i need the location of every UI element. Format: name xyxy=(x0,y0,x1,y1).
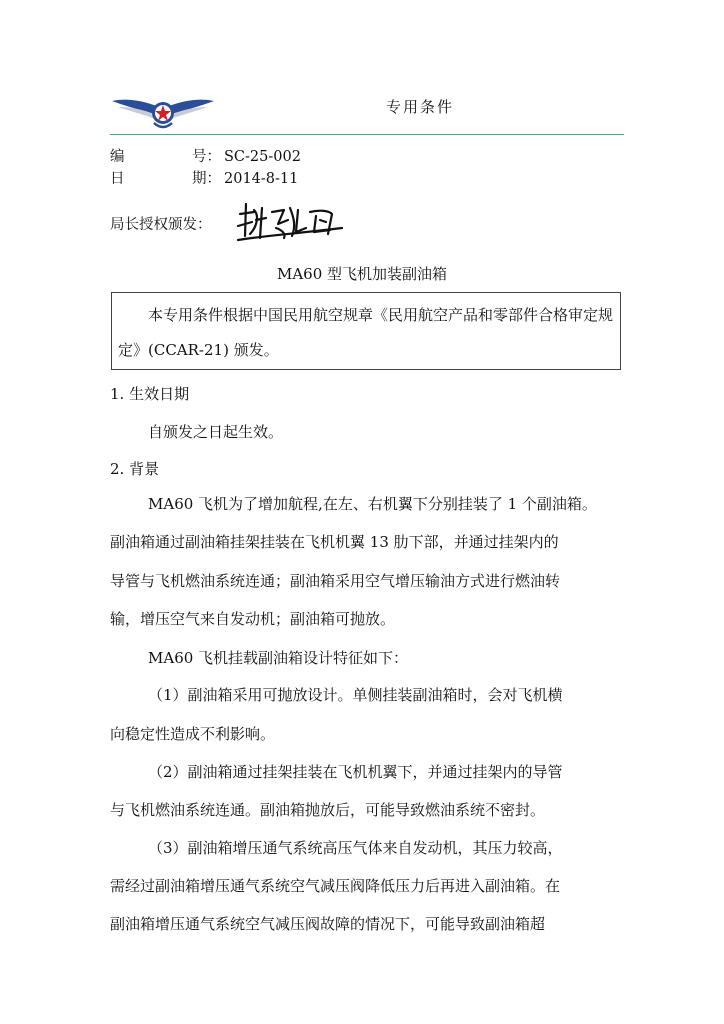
body-line: MA60 飞机挂载副油箱设计特征如下： xyxy=(148,649,409,667)
handwritten-signature xyxy=(232,200,350,242)
header-title: 专用条件 xyxy=(386,98,455,116)
body-line: （2）副油箱通过挂架挂装在飞机机翼下，并通过挂架内的导管 xyxy=(148,763,563,781)
date-key-1: 日 xyxy=(110,171,125,187)
body-line: 副油箱增压通气系统空气减压阀故障的情况下，可能导致副油箱超 xyxy=(110,915,546,933)
section-heading-effective-date: 1. 生效日期 xyxy=(110,385,190,403)
section-heading-background: 2. 背景 xyxy=(110,460,160,478)
header-divider xyxy=(110,134,624,135)
document-date: 2014-8-11 xyxy=(224,171,299,187)
body-line: 导管与飞机燃油系统连通；副油箱采用空气增压输油方式进行燃油转 xyxy=(110,572,561,590)
caac-wing-logo xyxy=(110,93,216,133)
body-line: 副油箱通过副油箱挂架挂装在飞机机翼 13 肋下部，并通过挂架内的 xyxy=(110,533,559,551)
preamble-text: 本专用条件根据中国民用航空规章《民用航空产品和零部件合格审定规定》(CCAR-21) 颁发。 xyxy=(118,306,614,359)
body-line: 输，增压空气来自发动机；副油箱可抛放。 xyxy=(110,610,396,628)
document-title: MA60 型飞机加装副油箱 xyxy=(276,265,448,283)
authorization-label: 局长授权颁发： xyxy=(110,217,212,233)
body-line: （3）副油箱增压通气系统高压气体来自发动机，其压力较高， xyxy=(148,839,563,857)
document-number: SC-25-002 xyxy=(224,149,301,165)
number-key-2: 号： xyxy=(192,149,221,165)
body-line: 与飞机燃油系统连通。副油箱抛放后，可能导致燃油系统不密封。 xyxy=(110,801,546,819)
body-line: 自颁发之日起生效。 xyxy=(148,423,284,441)
number-key-1: 编 xyxy=(110,149,125,165)
body-line: 需经过副油箱增压通气系统空气减压阀降低压力后再进入副油箱。在 xyxy=(110,877,561,895)
body-line: （1）副油箱采用可抛放设计。单侧挂装副油箱时，会对飞机横 xyxy=(148,686,563,704)
date-key-2: 期： xyxy=(192,171,221,187)
body-line: MA60 飞机为了增加航程,在左、右机翼下分别挂装了 1 个副油箱。 xyxy=(148,495,597,513)
body-line: 向稳定性造成不利影响。 xyxy=(110,725,276,743)
